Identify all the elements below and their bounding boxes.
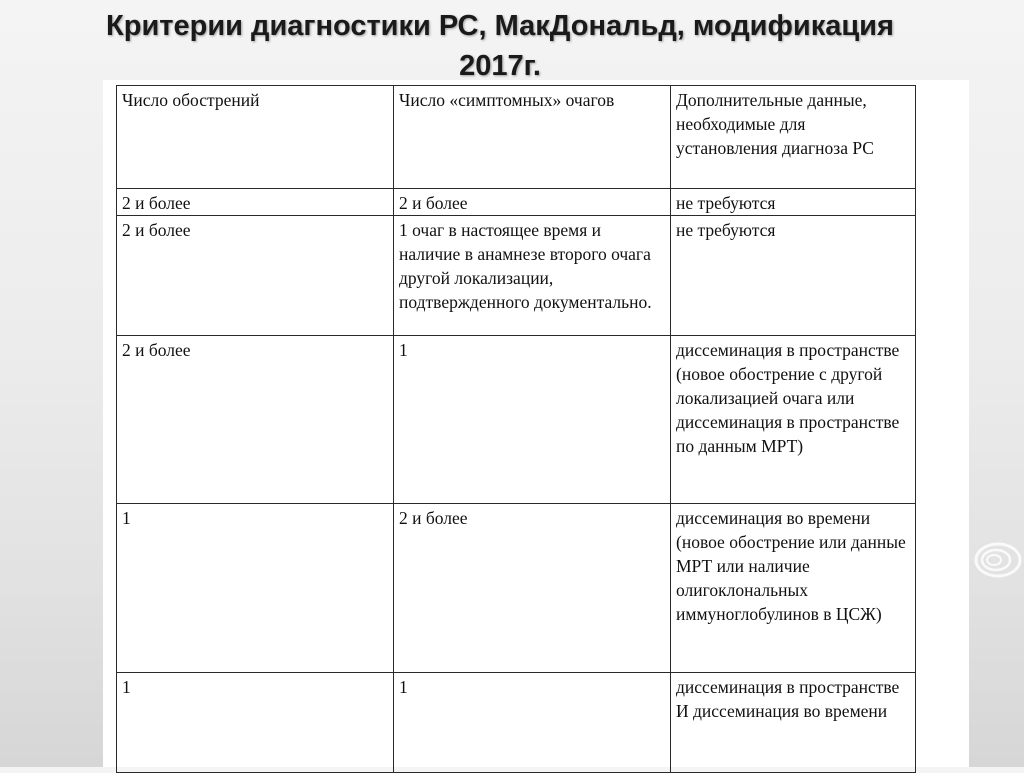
table-cell: 2 и более xyxy=(117,189,394,216)
table-cell: диссеминация в пространстве (новое обострение с другой локализацией очага или диссеминация в пространстве по данным МРТ) xyxy=(671,336,916,504)
header-exacerbations: Число обострений xyxy=(117,86,394,189)
table-row xyxy=(117,189,916,216)
slide-title xyxy=(0,6,1000,86)
table-row xyxy=(117,673,916,773)
table-cell: 2 и более xyxy=(117,216,394,336)
table-cell: 2 и более xyxy=(394,189,671,216)
table-header-row xyxy=(117,86,916,189)
table-panel xyxy=(103,80,969,767)
table-cell: 1 xyxy=(394,673,671,773)
criteria-table xyxy=(116,85,916,773)
table-row xyxy=(117,504,916,673)
header-additional-data: Дополнительные данные, необходимые для установления диагноза РС xyxy=(671,86,916,189)
table-row xyxy=(117,336,916,504)
table-cell: 1 xyxy=(394,336,671,504)
table-row xyxy=(117,216,916,336)
table-cell: 1 xyxy=(117,673,394,773)
table-cell: 1 очаг в настоящее время и наличие в анамнезе второго очага другой локализации, подтвержденного документально. xyxy=(394,216,671,336)
table-cell: 1 xyxy=(117,504,394,673)
swirl-decoration-icon xyxy=(972,530,1024,600)
slide-title-line-2: 2017г. xyxy=(459,50,541,82)
table-cell: 2 и более xyxy=(394,504,671,673)
table-cell: диссеминация в пространстве И диссеминация во времени xyxy=(671,673,916,773)
slide-title-line-1: Критерии диагностики РС, МакДональд, модификация xyxy=(106,10,894,42)
table-cell: диссеминация во времени (новое обострение или данные МРТ или наличие олигоклональных иммуноглобулинов в ЦСЖ) xyxy=(671,504,916,673)
table-cell: не требуются xyxy=(671,216,916,336)
table-cell: не требуются xyxy=(671,189,916,216)
table-cell: 2 и более xyxy=(117,336,394,504)
header-symptomatic-lesions: Число «симптомных» очагов xyxy=(394,86,671,189)
